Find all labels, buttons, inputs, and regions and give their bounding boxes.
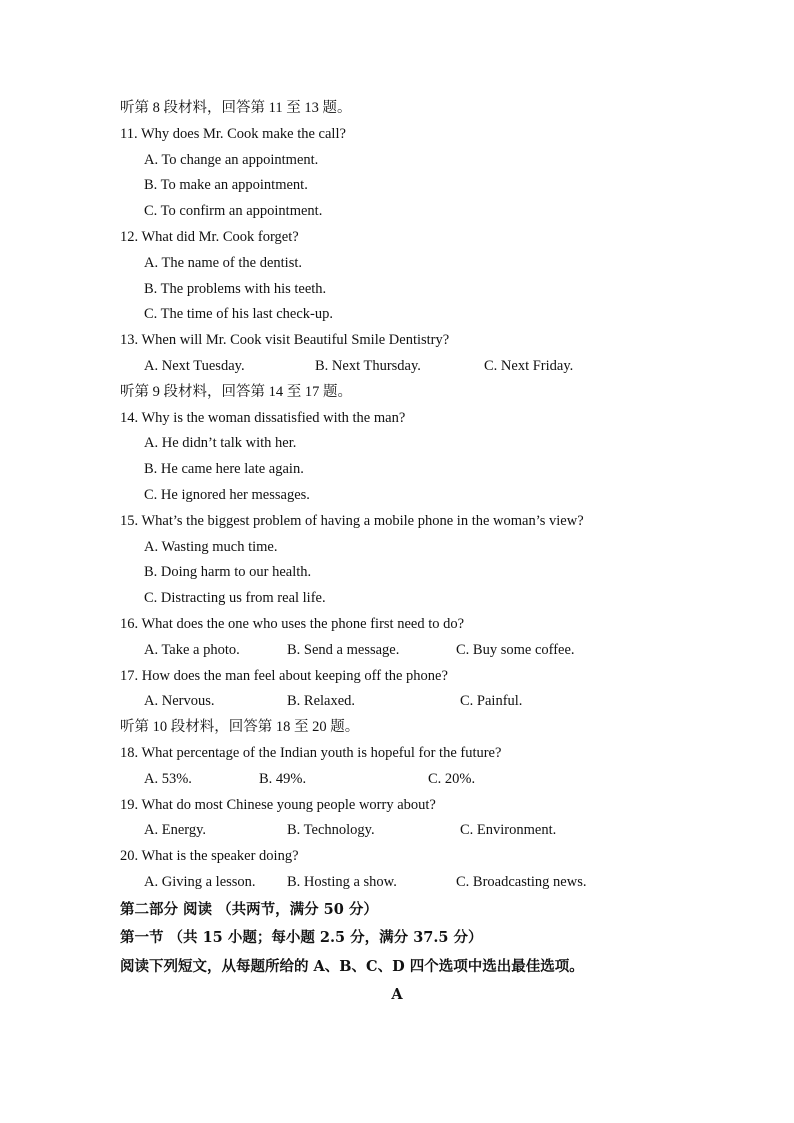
q16-option-b: B. Send a message. bbox=[287, 641, 400, 658]
section-heading-8: 听第 8 段材料，回答第 11 至 13 题。 bbox=[120, 100, 352, 116]
q20-option-c: C. Broadcasting news. bbox=[456, 873, 587, 890]
q19-option-a: A. Energy. bbox=[144, 822, 207, 839]
question-15: 15. What’s the biggest problem of having a mobile phone in the woman’s view? bbox=[120, 512, 584, 529]
q18-option-a: A. 53%. bbox=[144, 770, 192, 787]
q20-option-b: B. Hosting a show. bbox=[287, 873, 397, 890]
q12-option-b: B. The problems with his teeth. bbox=[144, 280, 327, 297]
q16-option-a: A. Take a photo. bbox=[144, 641, 240, 658]
q16-option-c: C. Buy some coffee. bbox=[456, 641, 575, 658]
q11-option-c: C. To confirm an appointment. bbox=[144, 203, 323, 220]
question-19: 19. What do most Chinese young people worry about? bbox=[120, 796, 436, 813]
q14-option-a: A. He didn’t talk with her. bbox=[144, 435, 297, 452]
q11-option-b: B. To make an appointment. bbox=[144, 177, 308, 194]
q14-option-c: C. He ignored her messages. bbox=[144, 486, 310, 503]
q17-option-a: A. Nervous. bbox=[144, 693, 215, 710]
q20-options bbox=[120, 870, 680, 896]
section-one-title: 第一节 （共 15 小题；每小题 2.5 分，满分 37.5 分） bbox=[120, 929, 483, 947]
section-heading-10: 听第 10 段材料，回答第 18 至 20 题。 bbox=[120, 719, 360, 736]
q12-option-a: A. The name of the dentist. bbox=[144, 254, 302, 271]
q12-option-c: C. The time of his last check-up. bbox=[144, 306, 333, 323]
question-18: 18. What percentage of the Indian youth is hopeful for the future? bbox=[120, 744, 502, 761]
q17-options bbox=[120, 689, 680, 715]
q18-option-b: B. 49%. bbox=[259, 770, 307, 787]
question-17: 17. How does the man feel about keeping off the phone? bbox=[120, 667, 448, 684]
exam-page bbox=[120, 96, 680, 1010]
reading-instruction: 阅读下列短文，从每题所给的 A、B、C、D 四个选项中选出最佳选项。 bbox=[120, 957, 584, 975]
q15-option-b: B. Doing harm to our health. bbox=[144, 564, 312, 581]
q18-option-c: C. 20%. bbox=[428, 770, 476, 787]
passage-label: A bbox=[391, 986, 403, 1004]
q19-options bbox=[120, 818, 680, 844]
q14-option-b: B. He came here late again. bbox=[144, 461, 304, 478]
question-14: 14. Why is the woman dissatisfied with the man? bbox=[120, 409, 406, 426]
q13-option-c: C. Next Friday. bbox=[484, 357, 574, 374]
q19-option-c: C. Environment. bbox=[460, 822, 557, 839]
q11-option-a: A. To change an appointment. bbox=[144, 151, 319, 168]
q20-option-a: A. Giving a lesson. bbox=[144, 873, 256, 890]
q13-option-a: A. Next Tuesday. bbox=[144, 357, 245, 374]
q18-options bbox=[120, 767, 680, 793]
q17-option-c: C. Painful. bbox=[460, 693, 523, 710]
section-heading-9: 听第 9 段材料，回答第 14 至 17 题。 bbox=[120, 383, 352, 400]
question-16: 16. What does the one who uses the phone first need to do? bbox=[120, 615, 465, 632]
q13-option-b: B. Next Thursday. bbox=[315, 357, 421, 374]
q19-option-b: B. Technology. bbox=[287, 822, 375, 839]
question-11: 11. Why does Mr. Cook make the call? bbox=[120, 125, 346, 142]
question-20: 20. What is the speaker doing? bbox=[120, 848, 299, 865]
q15-option-c: C. Distracting us from real life. bbox=[144, 590, 326, 607]
q15-option-a: A. Wasting much time. bbox=[144, 538, 278, 555]
part-two-title: 第二部分 阅读 （共两节，满分 50 分） bbox=[120, 900, 378, 918]
question-13: 13. When will Mr. Cook visit Beautiful Smile Dentistry? bbox=[120, 332, 450, 349]
q13-options bbox=[120, 354, 680, 380]
q16-options bbox=[120, 638, 680, 664]
question-12: 12. What did Mr. Cook forget? bbox=[120, 228, 299, 245]
q17-option-b: B. Relaxed. bbox=[287, 693, 356, 710]
